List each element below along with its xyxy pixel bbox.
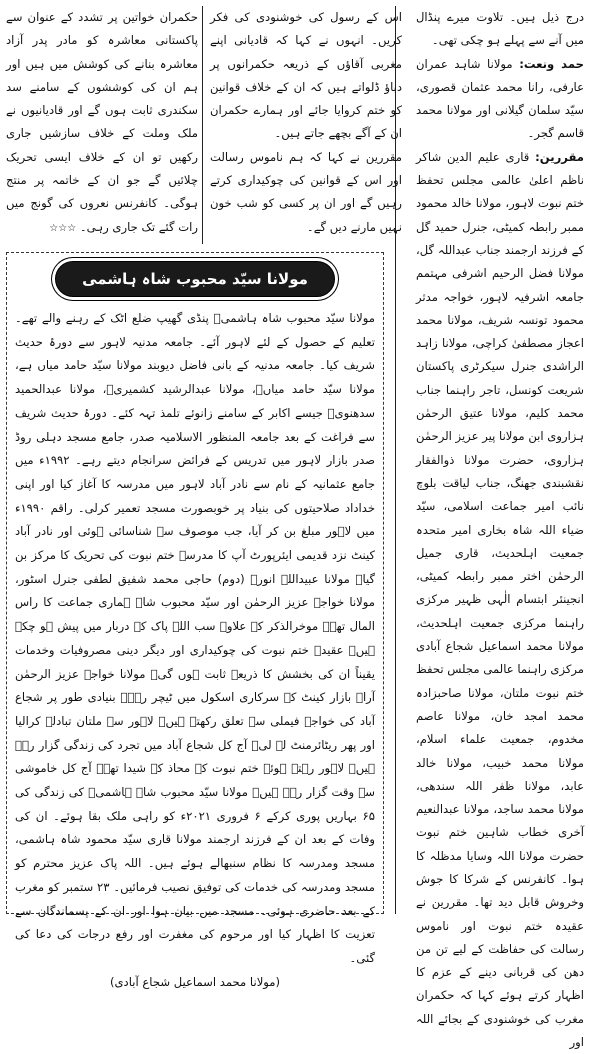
obituary-box — [6, 252, 384, 989]
speakers-paragraph — [416, 146, 584, 1054]
middle-paragraph-1: اس کے رسول کی خوشنودی کی فکر کریں۔ انہوں نے کہا کہ قادیانی اپنے مغربی آقاؤں کے ذریعہ حکمرانوں پر دباؤ ڈلواتے ہیں کہ ان کے خلاف قوانین کو ختم کروایا جائے اور ہمارے حکمران ان کے آگے بچھے جاتے ہیں۔ — [210, 10, 402, 141]
speakers-text: قاری علیم الدین شاکر ناظم اعلیٰ عالمی مجلس تحفظ ختم نبوت لاہور، مولانا خالد محمود ممبر رابطہ کمیٹی، جنرل حمید گل کے فرزند ارجمند جناب عبداللہ گل، مولانا فضل الرحیم اشرفی مہتمم جامعہ اشرفیہ لاہور، خواجہ مدثر محمود تونسہ شریف، مولانا محمد اعجاز مصطفیٰ کراچی، مولانا زاہد الراشدی جنرل سیکرٹری پاکستان شریعت کونسل، تاجر راہنما جناب محمد کلیم، مولانا عتیق الرحمٰن ہزاروی ابن مولانا پیر عزیز الرحمٰن ہزاروی، حضرت مولانا ذوالفقار نقشبندی جھنگ، جناب لیاقت بلوچ نائب امیر جماعت اسلامی، سیّد ضیاء اللہ شاہ بخاری امیر متحدہ جمعیت اہلحدیث، قاری جمیل الرحمٰن اختر ممبر رابطہ کمیٹی، انجینئر ابتسام الٰہی ظہیر مرکزی راہنما مرکزی جمعیت اہلحدیث، مولانا محمد اسماعیل شجاع آبادی مرکزی راہنما عالمی مجلس تحفظ ختم نبوت ملتان، مولانا صاحبزادہ محمد امجد خان، مولانا عاصم مخدوم، جمعیت علماء اسلام، مولانا محمد خبیب، مولانا خالد عابد، مولانا ظفر اللہ سندھی، مولانا محمد ساجد، مولانا عبدالنعیم آخری خطاب شاہین ختم نبوت حضرت مولانا اللہ وسایا مدظلہ کا ہوا۔ کانفرنس کے شرکا کا جوش وخروش قابل دید تھا۔ مقررین نے عقیدہ ختم نبوت اور ناموس رسالت کی حفاظت کے لیے تن من دھن کی قربانی دینے کے عزم کا اظہار کرتے ہوئے کہا کہ حکمران مغرب کی خوشنودی کے بجائے اللہ اور — [416, 149, 584, 1050]
left-paragraph — [6, 6, 198, 240]
obituary-body — [15, 307, 376, 989]
obituary-title-wrap — [7, 261, 383, 297]
naat-text: مولانا شاہد عمران عارفی، رانا محمد عثمان قصوری، سیّد سلمان گیلانی اور مولانا محمد قاسم گجر۔ — [416, 56, 584, 141]
right-column — [416, 6, 584, 1054]
end-stars: ☆☆☆ — [49, 222, 77, 234]
left-text: حکمران خواتین پر تشدد کے عنوان سے پاکستانی معاشرہ کو مادر پدر آزاد معاشرہ بنانے کی کوشش میں ہیں اور ہم ان کی کوششوں کے سامنے سد سکندری ثابت ہوں گے اور قادیانیوں نے ملک وملت کے خلاف سازشیں جاری رکھیں تو ان کے خلاف ایسی تحریک چلائیں گے جو ان کے خاتمہ پر منتج ہوگی۔ کانفرنس نعروں کی گونج میں رات گئے تک جاری رہی۔ — [6, 10, 198, 234]
obituary-signature: (مولانا محمد اسماعیل شجاع آبادی) — [109, 974, 281, 989]
naat-paragraph — [416, 53, 584, 146]
obituary-title: مولانا سیّد محبوب شاہ ہاشمی — [55, 261, 335, 297]
intro-paragraph: درج ذیل ہیں۔ تلاوت میرے پنڈال میں آنے سے پہلے ہو چکی تھی۔ — [416, 10, 584, 48]
speakers-label: مقررین: — [535, 149, 584, 164]
top-left-column — [6, 6, 198, 240]
top-middle-column — [210, 6, 402, 239]
middle-paragraph-2: مقررین نے کہا کہ ہم ناموس رسالت اور اس کے قوانین کی چوکیداری کرتے رہیں گے اور ان پر کسی کو شب خون نہیں مارنے دیں گے۔ — [210, 149, 402, 234]
column-divider-top — [202, 6, 203, 244]
obituary-text: مولانا سیّد محبوب شاہ ہاشمیؒ پنڈی گھیپ ضلع اٹک کے رہنے والے تھے۔ تعلیم کے حصول کے لئے لاہور آئے۔ جامعہ مدنیہ لاہور سے دورۂ حدیث شریف کیا۔ جامعہ مدنیہ کے بانی فاضل دیوبند مولانا سیّد حامد میاں ہے، مولانا سیّد حامد میاںؒ، مولانا عبدالرشید کشمیریؒ، مولانا عبدالحمید سدھنویؒ جیسے اکابر کے سامنے زانوئے تلمذ تہہ کئے۔ دورۂ حدیث شریف سے فراغت کے بعد جامعہ المنظور الاسلامیہ صدر، جامع مسجد دہلی روڈ صدر بازار لاہور میں تدریس کے فرائض سرانجام دیتے رہے۔ ۱۹۹۲ء میں جامع عثمانیہ کے نام سے نادر آباد لاہور میں مدرسہ کا آغاز کیا اور اپنی خداداد صلاحیتوں کی بنیاد پر خوبصورت مسجد تعمیر کرلی۔ راقم ۱۹۹۰ء میں لاہور مبلغ بن کر آیا، جب موصوف سے شناسائی ہوئی اور نادر آباد کینٹ نزد قدیمی ایئرپورٹ آپ کا مدرسہ ختم نبوت کی تحریک کا مرکز بن گیا۔ مولانا عبیداللہ انورؒ (دوم) حاجی محمد شفیق لطفی جنرل اسٹور، مولانا خواجہ عزیز الرحمٰن اور سیّد محبوب شاہ ہماری جماعت کا راس المال تھے۔ موخرالذکر کے علاوہ سب اللہ پاک کے دربار میں پیش ہو چکے ہیں۔ عقیدہ ختم نبوت کی چوکیداری اور دیگر دینی مصروفیات وخدمات یقیناً ان کی بخشش کا ذریعہ ثابت ہوں گی۔ مولانا خواجہ عزیز الرحمٰن آراے بازار کینٹ کے سرکاری اسکول میں ٹیچر رہے۔ بنیادی طور پر شجاع آباد کی خواجہ فیملی سے تعلق رکھتے ہیں۔ لاہور سے ملتان تبادلہ کرالیا اور پھر ریٹائرمنٹ لے لی۔ آج کل شجاع آباد میں تجرد کی زندگی گزار رہے ہیں۔ لاہور رہتے ہوئے ختم نبوت کے محاذ کے شیدا تھے۔ آج کل خاموشی سے وقت گزار رہے ہیں۔ مولانا سیّد محبوب شاہ ہاشمیؒ کی زندگی کی ۶۵ بہاریں پوری کرکے ۶ فروری ۲۰۲۱ء کو راہی ملک بقا ہوئے۔ ان کی وفات کے بعد ان کے فرزند ارجمند مولانا قاری سیّد محمود شاہ ہاشمی، مسجد ومدرسہ کا نظام سنبھالے ہوئے ہیں۔ اللہ پاک عزیز محترم کو مسجد ومدرسہ کی خدمات کی توفیق نصیب فرمائیں۔ ۲۳ ستمبر کو مغرب کے بعد حاضری ہوئی۔ مسجد میں بیان ہوا اور ان کے پسماندگان سے تعزیت کا اظہار کیا اور مرحوم کی مغفرت اور رفع درجات کی دعا کی گئی۔ — [15, 311, 376, 965]
naat-label: حمد ونعت: — [519, 56, 584, 71]
